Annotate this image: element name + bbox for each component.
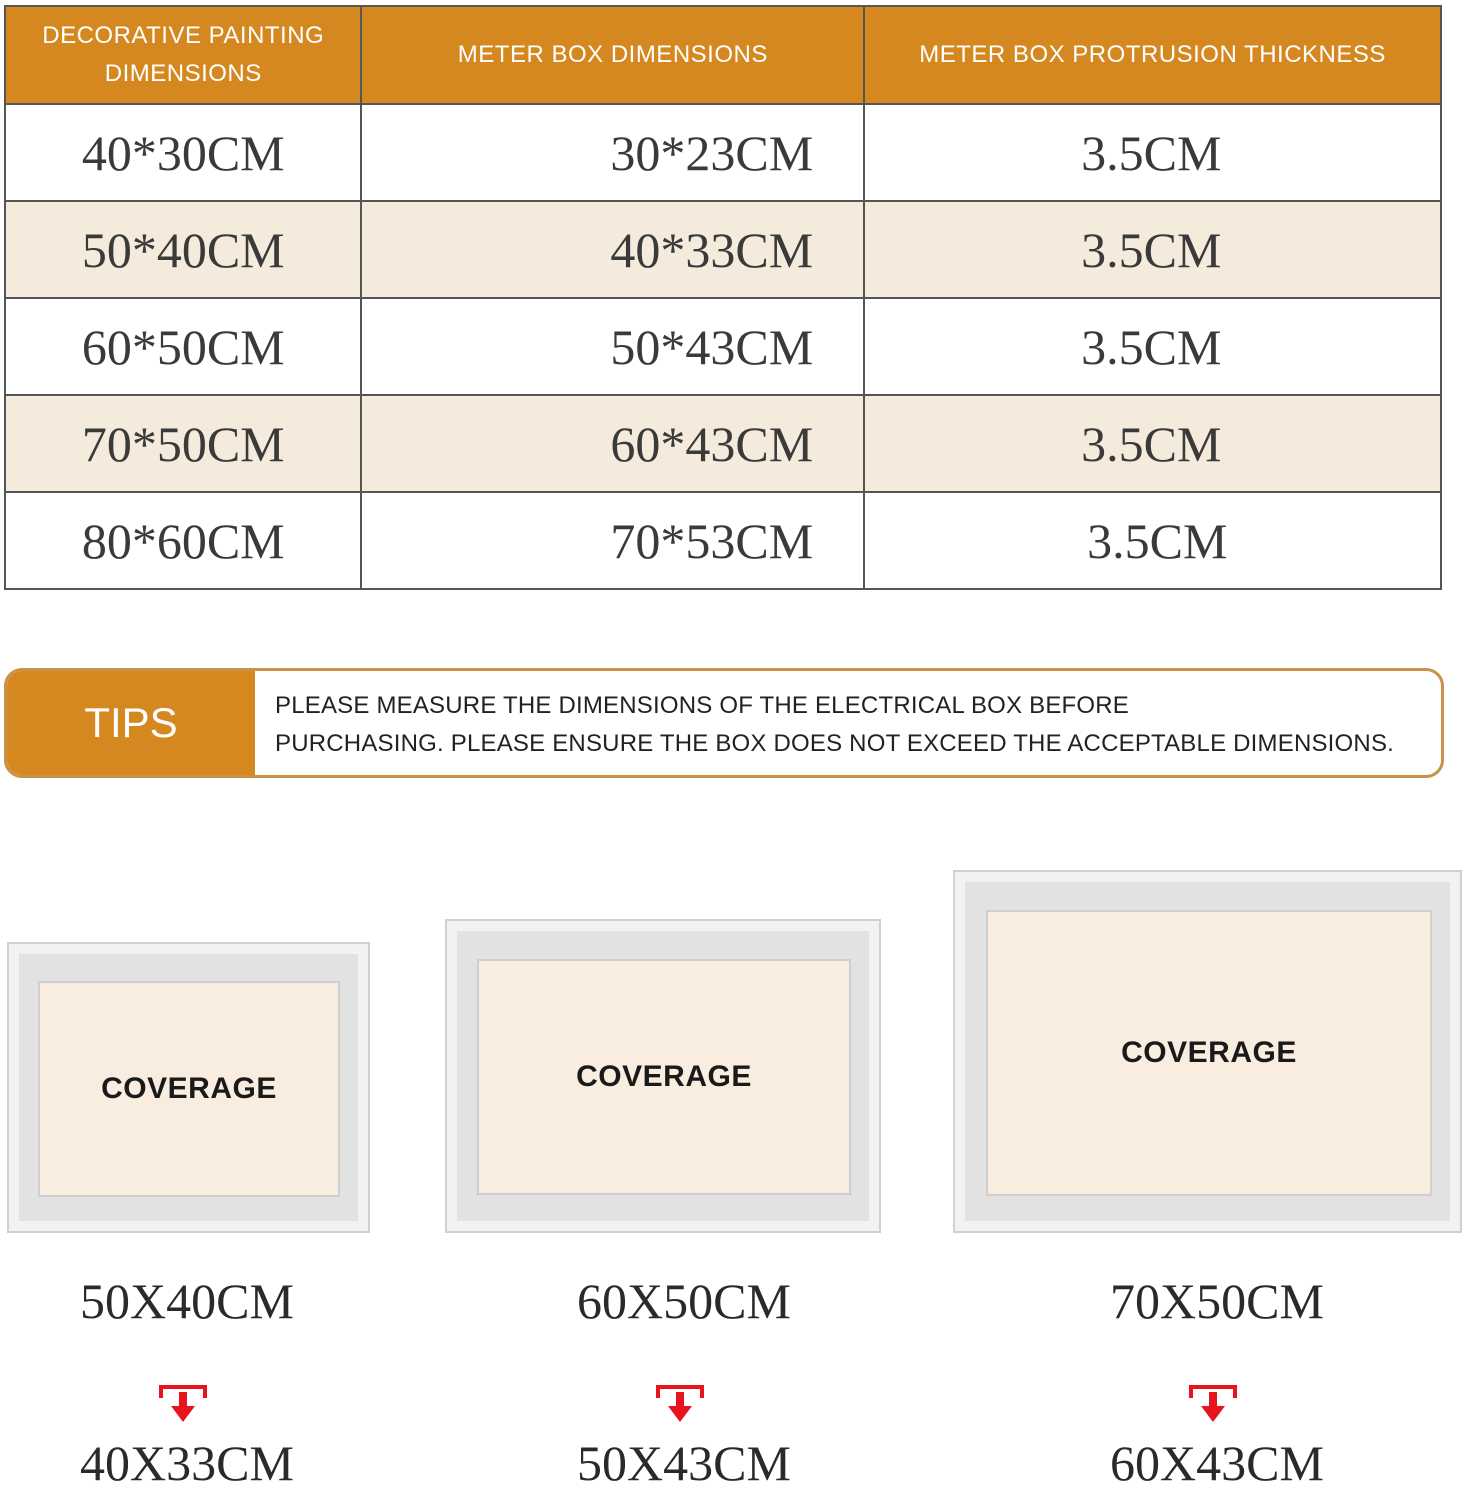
header-meter-box-dimensions: METER BOX DIMENSIONS <box>361 6 864 104</box>
box-size-cell: 60*43CM <box>361 395 864 492</box>
box-size-cell: 30*23CM <box>361 104 864 201</box>
thickness-cell: 3.5CM <box>864 104 1441 201</box>
painting-size-cell: 40*30CM <box>5 104 361 201</box>
tips-text <box>255 671 1441 775</box>
painting-size-cell: 70*50CM <box>5 395 361 492</box>
frame-large <box>953 870 1462 1233</box>
painting-size-label: 70X50CM <box>1110 1273 1324 1329</box>
coverage-area <box>38 981 340 1197</box>
arrow-down-icon <box>655 1384 705 1426</box>
coverage-label: COVERAGE <box>576 1060 752 1093</box>
thickness-cell: 3.5CM <box>864 492 1441 589</box>
box-size-label: 40X33CM <box>80 1435 294 1491</box>
arrow-down-icon <box>1188 1384 1238 1426</box>
thickness-cell: 3.5CM <box>864 395 1441 492</box>
tips-line-1: PLEASE MEASURE THE DIMENSIONS OF THE ELECTRICAL BOX BEFORE <box>275 692 1130 719</box>
box-size-label: 60X43CM <box>1110 1435 1324 1491</box>
table-row <box>5 201 1441 298</box>
arrow-down-icon <box>158 1384 208 1426</box>
coverage-area <box>477 959 851 1195</box>
frame-small <box>7 942 370 1233</box>
painting-size-label: 50X40CM <box>80 1273 294 1329</box>
box-size-cell: 70*53CM <box>361 492 864 589</box>
thickness-cell: 3.5CM <box>864 201 1441 298</box>
coverage-area <box>986 910 1432 1196</box>
table-row <box>5 492 1441 589</box>
painting-size-cell: 80*60CM <box>5 492 361 589</box>
painting-size-cell: 60*50CM <box>5 298 361 395</box>
box-size-cell: 40*33CM <box>361 201 864 298</box>
coverage-label: COVERAGE <box>1121 1036 1297 1069</box>
header-protrusion-thickness: METER BOX PROTRUSION THICKNESS <box>864 6 1441 104</box>
size-table <box>4 5 1442 590</box>
thickness-cell: 3.5CM <box>864 298 1441 395</box>
tips-line-2: PURCHASING. PLEASE ENSURE THE BOX DOES NOT EXCEED THE ACCEPTABLE DIMENSIONS. <box>275 730 1395 757</box>
painting-size-label: 60X50CM <box>577 1273 791 1329</box>
painting-size-cell: 50*40CM <box>5 201 361 298</box>
box-size-label: 50X43CM <box>577 1435 791 1491</box>
table-row <box>5 104 1441 201</box>
header-painting-dimensions: DECORATIVE PAINTING DIMENSIONS <box>5 6 361 104</box>
tips-banner <box>4 668 1444 778</box>
table-row <box>5 395 1441 492</box>
table-header-row <box>5 6 1441 104</box>
table-row <box>5 298 1441 395</box>
tips-label: TIPS <box>7 671 255 775</box>
frame-medium <box>445 919 881 1233</box>
box-size-cell: 50*43CM <box>361 298 864 395</box>
coverage-label: COVERAGE <box>101 1072 277 1105</box>
